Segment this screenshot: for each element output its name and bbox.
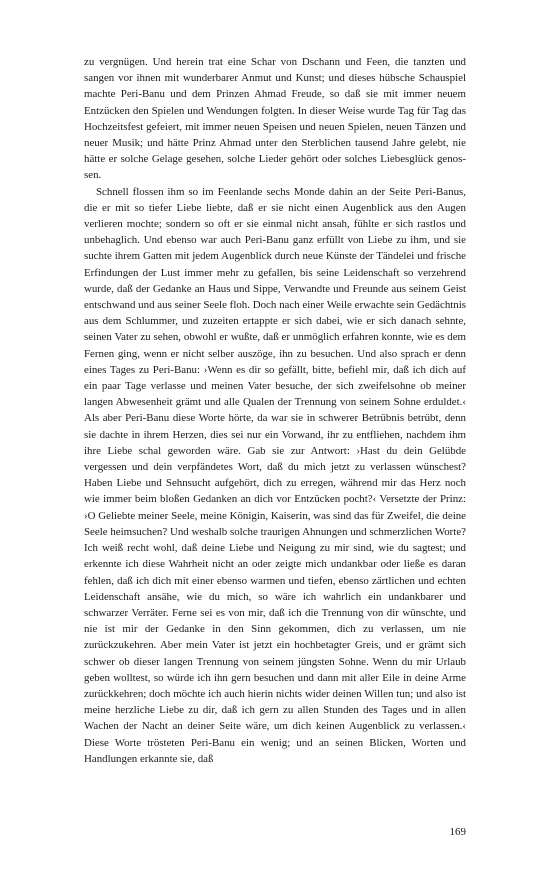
page-number: 169 bbox=[449, 826, 466, 838]
paragraph-1: zu vergnügen. Und herein trat eine Schar von Dschann und Feen, die tanzten und sangen vor ihnen mit wunderbarer Anmut und Kunst; und dieses hübsche Schauspiel machte Peri-Banu und dem Prinzen Ahmad Freude, so daß sie mit immer neuem Entzücken den Spielen und Wendungen folgten. In dieser Weise wurde Tag für Tag das Hochzeitsfest gefeiert, mit immer neuen Speisen und neuen Spielen, neuen Tänzen und neuer Musik; und hätte Prinz Ahmad unter den Sterblichen tausend Jahre gelebt, nie hätte er solche Gelage gesehen, solche Lieder gehört oder solches Liebesglück genossen. bbox=[84, 56, 466, 182]
paragraph-2: Schnell flossen ihm so im Feenlande sechs Monde dahin an der Seite Peri-Banus, die er mit so tiefer Liebe liebte, daß er sie nicht einen Augenblick aus den Augen verlieren mochte; sondern so oft er sie einmal nicht ansah, fühlte er sich rastlos und unbehaglich. Und ebenso war auch Peri-Banu ganz erfüllt von Liebe zu ihm, und sie suchte ihrem Gatten mit jedem Augenblick durch neue Künste der Tändelei und frische Erfindungen der Lust immer mehr zu gefallen, bis seine Leidenschaft so verzehrend wurde, daß der Gedanke an Haus und Sippe, Verwandte und Freunde aus seinem Geist entschwand und aus seiner Seele floh. Doch nach einer Weile erwachte sein Gedächtnis aus dem Schlummer, und zuzeiten ertappte er sich dabei, wie er sich danach sehnte, seinen Vater zu sehen, obwohl er wußte, daß er unmöglich erfahren konnte, wie es dem Fernen ging, wenn er nicht selber auszöge, ihn zu besuchen. Und also sprach er denn eines Tages zu Peri-Banu: ›Wenn es dir so gefällt, bitte, befiehl mir, daß ich dich auf ein paar Tage verlasse und meinen Vater besuche, der sich zweifelsohne ob meiner langen Abwesenheit grämt und alle Qualen der Trennung von seinem Sohne erduldet.‹ Als aber Peri-Banu diese Worte hörte, da war sie in schwerer Betrübnis betrübt, denn sie dachte in ihrem Herzen, dies sei nur ein Vorwand, ihr zu entfliehen, nachdem ihm ihre Liebe schal geworden wäre. Gab sie zur Antwort: ›Hast du dein Gelübde vergessen und dein verpfändetes Wort, daß du mich jetzt zu verlassen wünschest? Haben Liebe und Sehnsucht aufgehört, dich zu erregen, während mir das Herz noch wie immer beim bloßen Gedanken an dich vor Entzücken pocht?‹ Versetzte der Prinz: ›O Geliebte meiner Seele, meine Königin, Kaiserin, was sind das für Zweifel, die deine Seele heimsuchen? Und weshalb solche traurigen Ahnungen und schmerzlichen Worte? Ich weiß recht wohl, daß deine Liebe und Neigung zu mir sind, wie du sagtest; und erkennte ich diese Wahrheit nicht an oder zeigte mich undankbar oder ließe es daran fehlen, daß ich dich mit einer ebenso warmen und tiefen, ebenso zärtlichen und echten Leidenschaft ansähe, wie du mich, so wäre ich wahrlich ein undankbarer und schwarzer Verräter. Ferne sei es von mir, daß ich die Trennung von dir wünschte, und nie ist mir der Gedanke in den Sinn gekommen, dich zu verlassen, um nie zurückzukehren. Aber mein Vater ist jetzt ein hochbetagter Greis, und er grämt sich schwer ob dieser langen Trennung von seinem jüngsten Sohne. Wenn du mir Urlaub geben wolltest, so würde ich ihn gern besuchen und dann mit aller Eile in deine Arme zurückkehren; doch möchte ich auch hierin nichts wider deinen Willen tun; und also ist meine herzliche Liebe zu dir, daß ich gern zu allen Stunden des Tages und in allen Wachen der Nacht an deiner Seite wäre, um dich keinen Augenblick zu verlassen.‹ Diese Worte trösteten Peri-Banu ein wenig; und an seinen Blicken, Worten und Handlungen erkannte sie, daß bbox=[84, 185, 466, 765]
page-body bbox=[84, 54, 466, 767]
